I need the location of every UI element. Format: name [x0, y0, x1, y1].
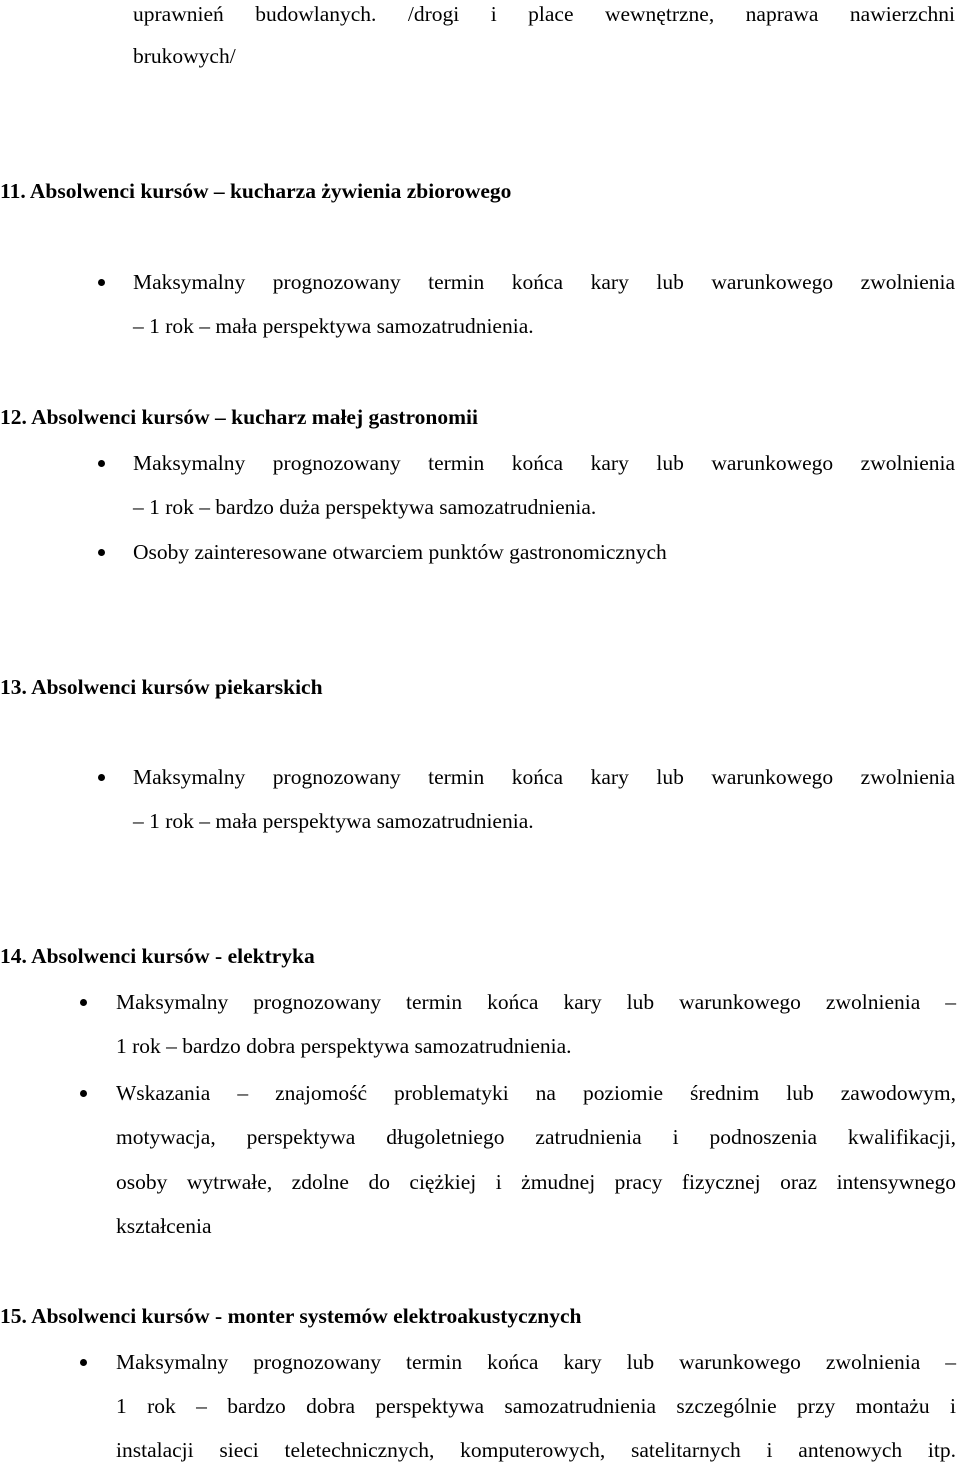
section-14-bullet-2-line-2: motywacja, perspektywa długoletniego zatrudnienia i podnoszenia kwalifikacji,	[116, 1125, 956, 1149]
bullet-icon	[80, 1359, 87, 1366]
section-14-bullet-1-line-2: 1 rok – bardzo dobra perspektywa samozatrudnienia.	[116, 1034, 572, 1058]
section-13-bullet-1-line-2: – 1 rok – mała perspektywa samozatrudnienia.	[133, 809, 534, 833]
section-13-bullet-1-line-1: Maksymalny prognozowany termin końca kary lub warunkowego zwolnienia	[133, 765, 955, 789]
section-14-bullet-2-line-1: Wskazania – znajomość problematyki na poziomie średnim lub zawodowym,	[116, 1081, 956, 1105]
section-12-bullet-2-line-1: Osoby zainteresowane otwarciem punktów gastronomicznych	[133, 540, 667, 564]
section-12-bullet-1-line-2: – 1 rok – bardzo duża perspektywa samozatrudnienia.	[133, 495, 597, 519]
bullet-icon	[98, 549, 105, 556]
bullet-icon	[98, 460, 105, 467]
section-11-bullet-1-line-1: Maksymalny prognozowany termin końca kary lub warunkowego zwolnienia	[133, 270, 955, 294]
section-15-bullet-1-line-2: 1 rok – bardzo dobra perspektywa samozatrudnienia szczególnie przy montażu i	[116, 1394, 956, 1418]
section-15-bullet-1-line-3: instalacji sieci teletechnicznych, komputerowych, satelitarnych i antenowych itp.	[116, 1438, 956, 1462]
section-13-heading: 13. Absolwenci kursów piekarskich	[0, 675, 323, 699]
section-11-bullet-1-line-2: – 1 rok – mała perspektywa samozatrudnienia.	[133, 314, 534, 338]
bullet-icon	[80, 999, 87, 1006]
section-14-bullet-1-line-1: Maksymalny prognozowany termin końca kary lub warunkowego zwolnienia –	[116, 990, 956, 1014]
intro-line-2: brukowych/	[133, 44, 236, 68]
bullet-icon	[80, 1090, 87, 1097]
intro-line-1: uprawnień budowlanych. /drogi i place wewnętrzne, naprawa nawierzchni	[133, 2, 955, 26]
section-11-heading: 11. Absolwenci kursów – kucharza żywienia zbiorowego	[0, 179, 512, 203]
section-14-bullet-2-line-3: osoby wytrwałe, zdolne do ciężkiej i żmudnej pracy fizycznej oraz intensywnego	[116, 1170, 956, 1194]
section-12-bullet-1-line-1: Maksymalny prognozowany termin końca kary lub warunkowego zwolnienia	[133, 451, 955, 475]
section-12-heading: 12. Absolwenci kursów – kucharz małej gastronomii	[0, 405, 478, 429]
section-15-heading: 15. Absolwenci kursów - monter systemów elektroakustycznych	[0, 1304, 582, 1328]
section-15-bullet-1-line-1: Maksymalny prognozowany termin końca kary lub warunkowego zwolnienia –	[116, 1350, 956, 1374]
section-14-heading: 14. Absolwenci kursów - elektryka	[0, 944, 315, 968]
bullet-icon	[98, 279, 105, 286]
section-14-bullet-2-line-4: kształcenia	[116, 1214, 212, 1238]
bullet-icon	[98, 774, 105, 781]
